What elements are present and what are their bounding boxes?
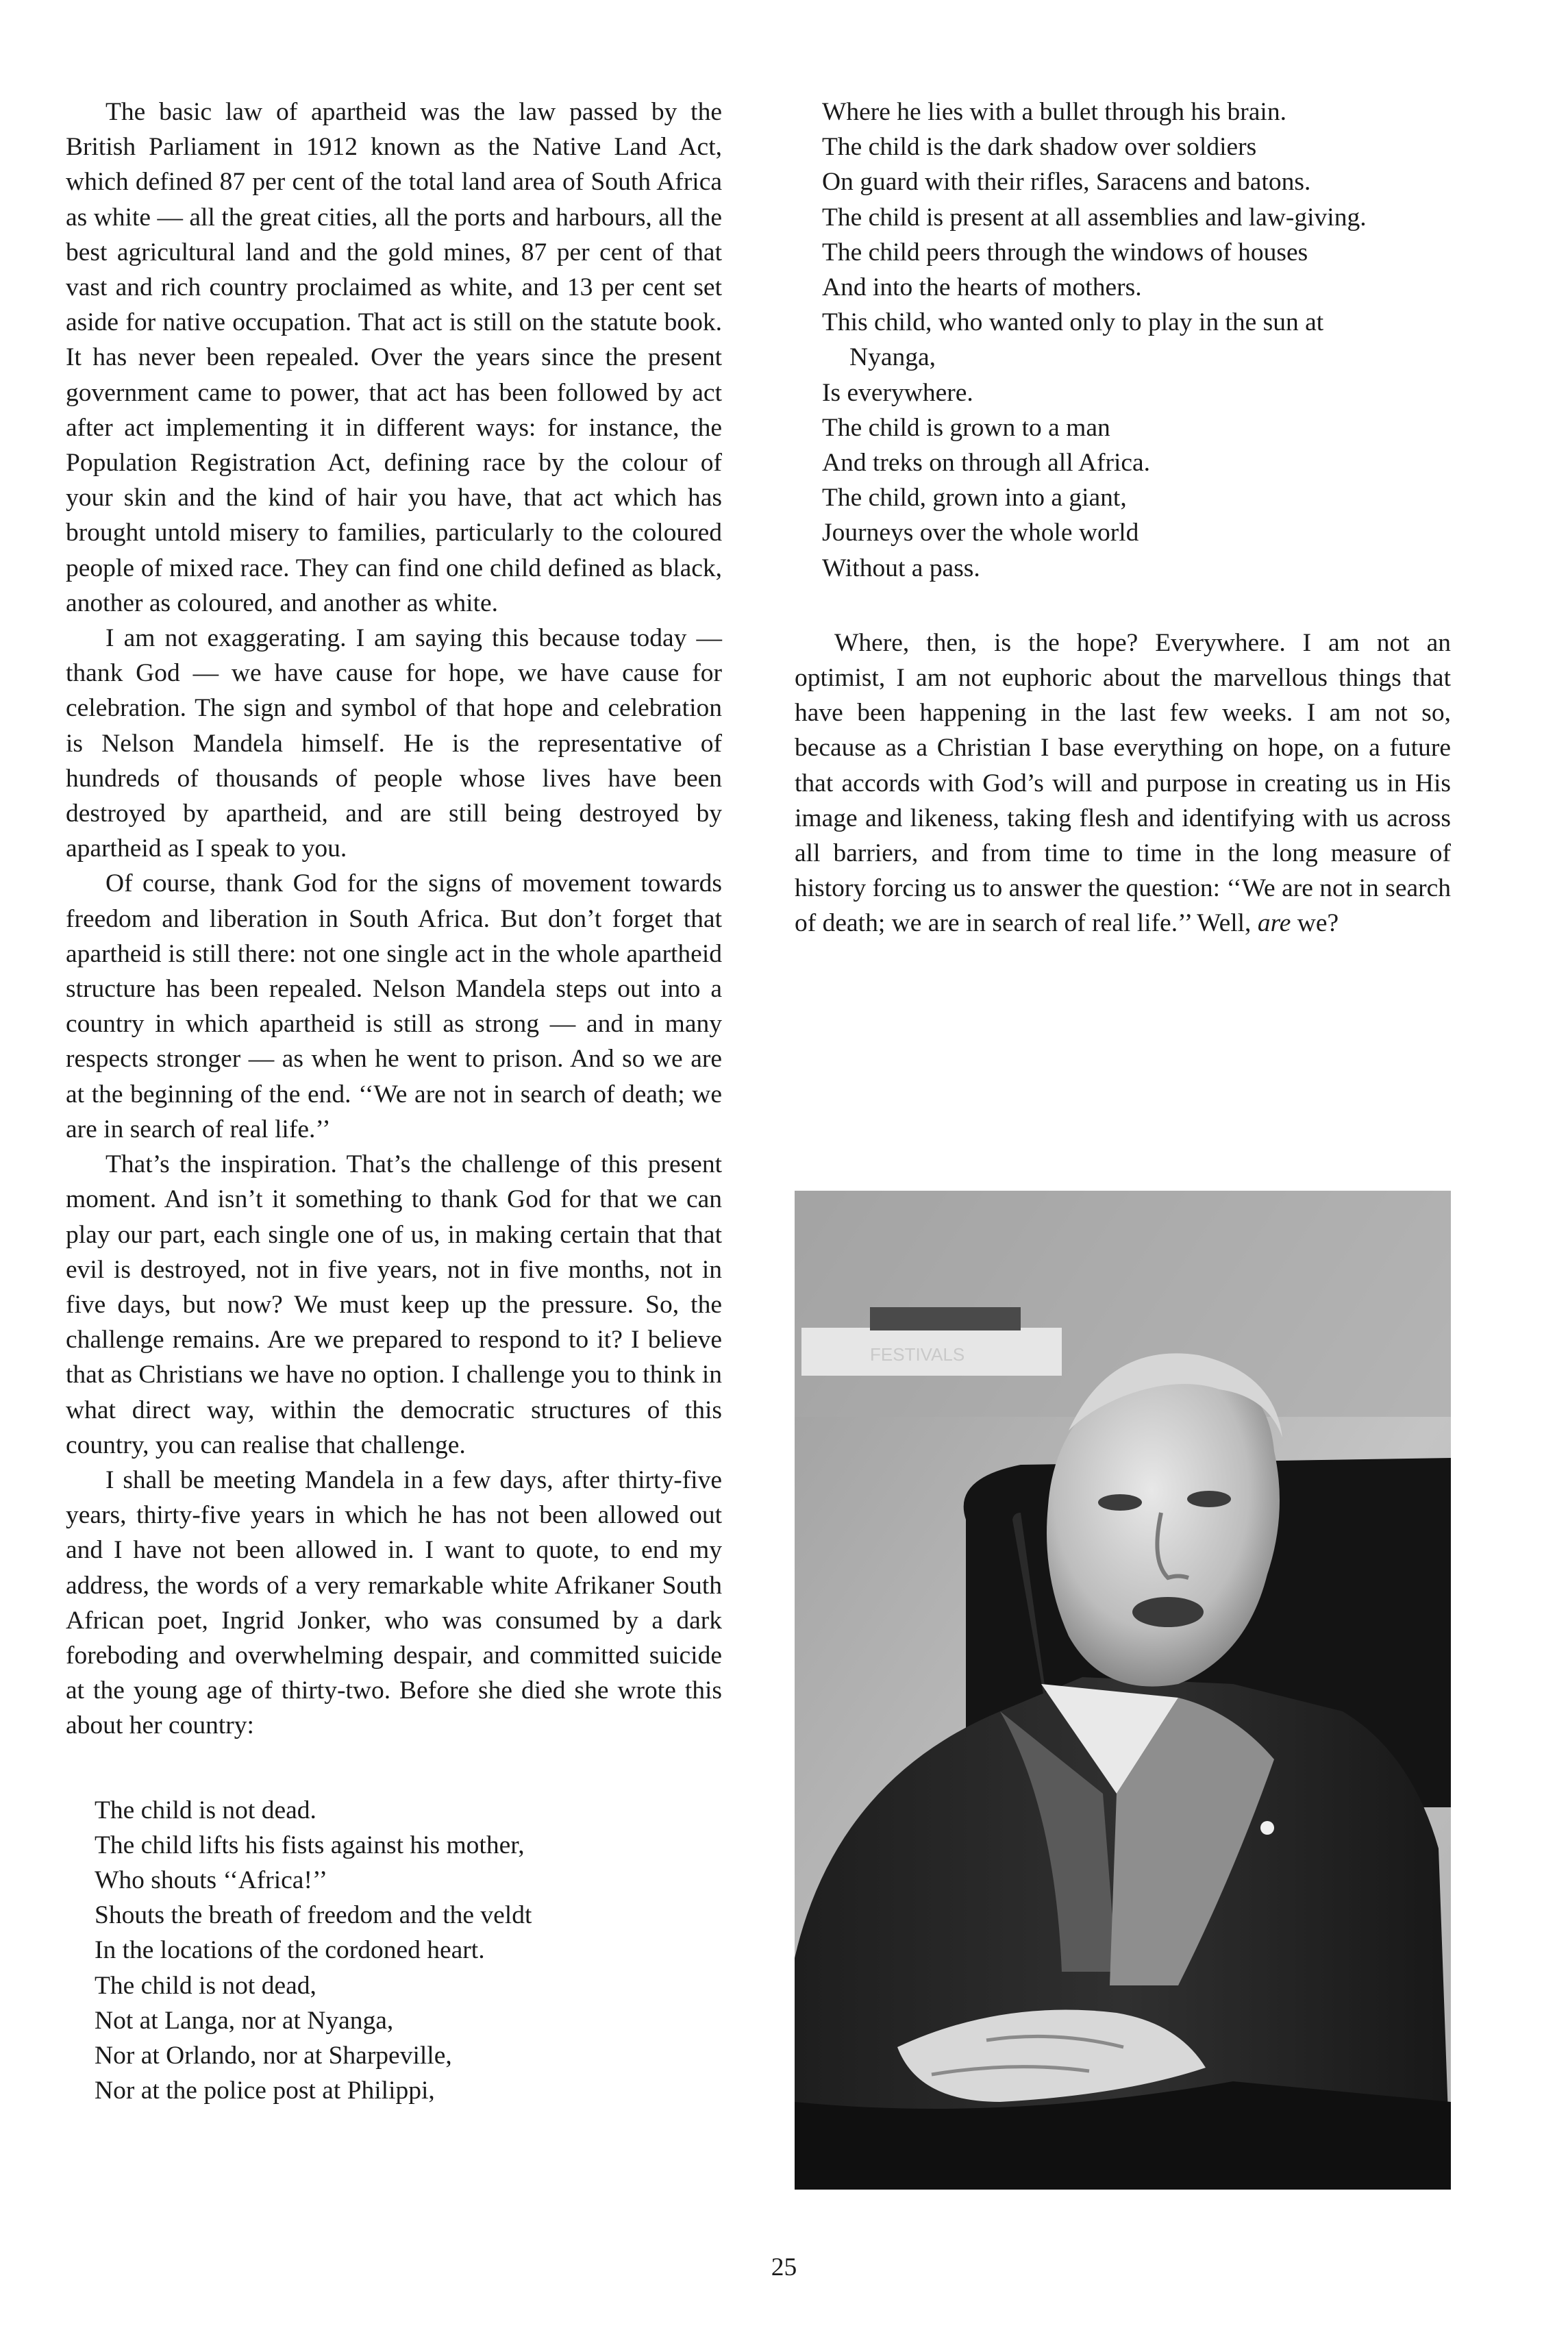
poem-line: The child is present at all assemblies and law-giving. <box>822 203 1367 232</box>
body-paragraph-1: The basic law of apartheid was the law passed by the British Parliament in 1912 known as the Native Land Act, which defined 87 per cent of the total land area of South Africa as white — all the great cities, all the ports and harbours, all the best agricultural land and the gold mines, 87 per cent of that vast and rich country proclaimed as white, and 13 per cent set aside for native occupation. That act is still on the statute book. It has never been repealed. Over the years since the present government came to power, that act has been followed by act after act implementing it in different ways: for instance, the Population Registration Act, defining race by the colour of your skin and the kind of hair you have, that act which has brought untold misery to families, particularly to the coloured people of mixed race. They can find one child defined as black, another as coloured, and another as white. <box>66 98 722 617</box>
closing-paragraph-end: we? <box>1291 909 1339 938</box>
body-paragraph-4: That’s the inspiration. That’s the challenge of this present moment. And isn’t it something to thank God for that we can play our part, each single one of us, in making certain that that evil is destroyed, not in five years, not in five months, not in five days, but now? We must keep up the pressure. So, the challenge remains. Are we prepared to respond to it? I believe that as Christians we have no option. I challenge you to think in what direct way, within the democratic structures of this country, you can realise that challenge. <box>66 1150 722 1459</box>
closing-paragraph <box>795 625 1451 941</box>
poem-line: The child peers through the windows of houses <box>822 238 1308 267</box>
mouth <box>1132 1597 1204 1627</box>
poem-line: The child is grown to a man <box>822 413 1110 442</box>
portrait-photo <box>795 1191 1451 2190</box>
poem-line: The child is not dead. <box>95 1796 316 1824</box>
background-sign-text: FESTIVALS <box>870 1344 965 1365</box>
poem-part-1 <box>66 1793 722 2109</box>
poem-line: Without a pass. <box>822 554 980 582</box>
poem-line: And treks on through all Africa. <box>822 449 1151 478</box>
poem-line: This child, who wanted only to play in the sun at <box>822 308 1324 337</box>
poem-line: Journeys over the whole world <box>822 519 1139 547</box>
lapel-pin <box>1260 1821 1274 1835</box>
portrait-illustration <box>795 1191 1451 2190</box>
poem-line: Nor at Orlando, nor at Sharpeville, <box>95 2041 452 2070</box>
right-eye <box>1187 1491 1231 1507</box>
poem-line: Not at Langa, nor at Nyanga, <box>95 2006 394 2035</box>
poem-line: The child is the dark shadow over soldiers <box>822 133 1257 162</box>
closing-paragraph-emphasis: are <box>1257 909 1291 938</box>
closing-paragraph-text: Where, then, is the hope? Everywhere. I am not an optimist, I am not euphoric about the marvellous things that have been happening in the last few weeks. I am not so, because as a Christian I base everything on hope, on a future that accords with God’s will and purpose in creating us in His image and likeness, taking flesh and identifying with us across all barriers, and from time to time in the long measure of history forcing us to answer the question: ‘‘We are not in search of death; we are in search of real life.’’ Well, <box>795 628 1451 938</box>
poem-line: And into the hearts of mothers. <box>822 273 1142 302</box>
body-paragraph-5: I shall be meeting Mandela in a few days, after thirty-five years, thirty-five years in which he has not been allowed out and I have not been allowed in. I want to quote, to end my address, the words of a very remarkable white Afrikaner South African poet, Ingrid Jonker, who was consumed by a dark foreboding and overwhelming despair, and committed suicide at the young age of thirty-two. Before she died she wrote this about her country: <box>66 1465 722 1740</box>
poem-line: Where he lies with a bullet through his brain. <box>822 98 1286 126</box>
poem-part-2 <box>795 95 1451 586</box>
poem-line: In the locations of the cordoned heart. <box>95 1936 485 1965</box>
left-column <box>66 95 722 2108</box>
page-number: 25 <box>771 2253 797 2281</box>
poem-line: Nyanga, <box>849 343 936 372</box>
poem-line: The child, grown into a giant, <box>822 484 1127 512</box>
body-paragraph-3: Of course, thank God for the signs of movement towards freedom and liberation in South Africa. But don’t forget that apartheid is still there: not one single act in the whole apartheid structure has been repealed. Nelson Mandela steps out into a country in which apartheid is still as strong — and in many respects stronger — as when he went to prison. And so we are at the beginning of the end. ‘‘We are not in search of death; we are in search of real life.’’ <box>66 869 722 1143</box>
poem-line: Who shouts ‘‘Africa!’’ <box>95 1866 328 1894</box>
poem-line: On guard with their rifles, Saracens and batons. <box>822 168 1311 197</box>
left-eye <box>1098 1494 1142 1511</box>
poem-line: The child lifts his fists against his mother, <box>95 1831 525 1859</box>
right-column <box>795 95 1451 941</box>
poem-line: The child is not dead, <box>95 1971 316 2000</box>
body-paragraph-2: I am not exaggerating. I am saying this because today — thank God — we have cause for hope, we have cause for celebration. The sign and symbol of that hope and celebration is Nelson Mandela himself. He is the representative of hundreds of thousands of people whose lives have been destroyed by apartheid, and are still being destroyed by apartheid as I speak to you. <box>66 624 722 863</box>
poem-line: Is everywhere. <box>822 378 973 407</box>
poem-line: Nor at the police post at Philippi, <box>95 2077 435 2105</box>
poem-line: Shouts the breath of freedom and the veldt <box>95 1901 532 1930</box>
